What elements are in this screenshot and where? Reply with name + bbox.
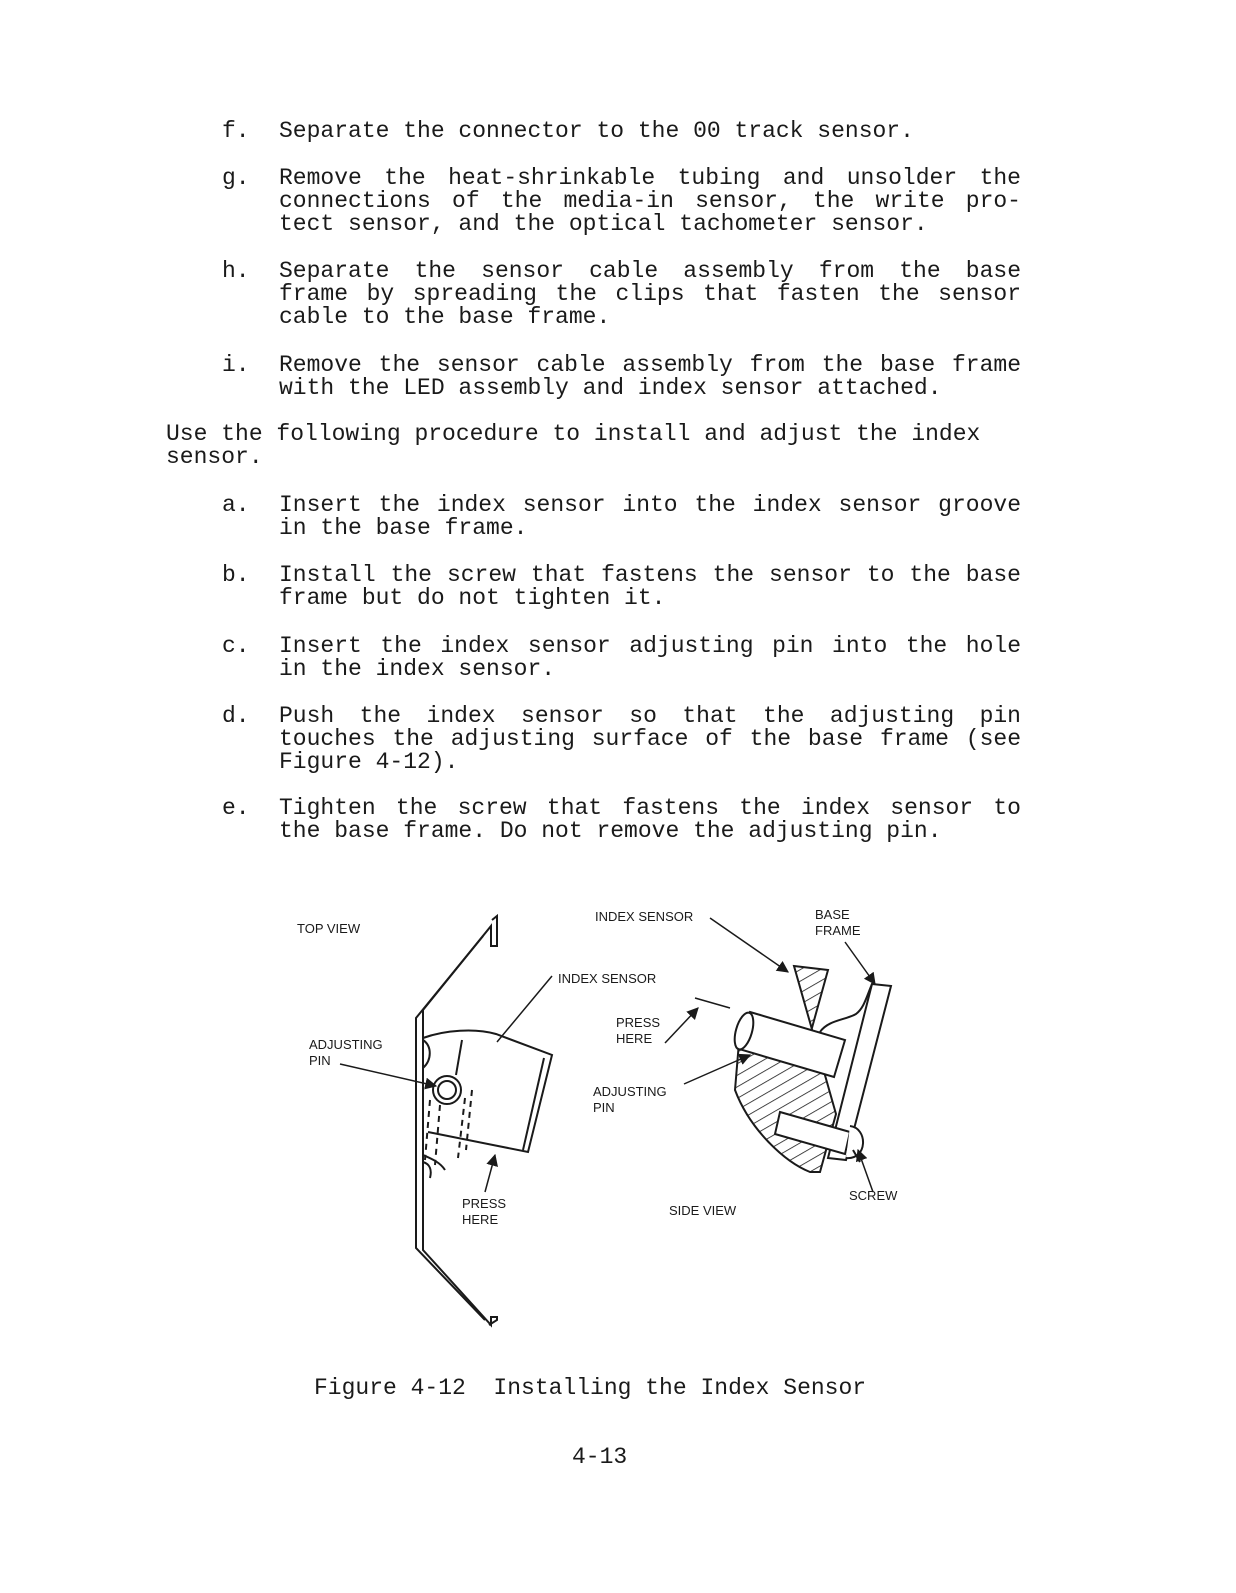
top-view-base-frame bbox=[416, 916, 497, 1325]
label-screw: SCREW bbox=[849, 1188, 898, 1203]
page-number: 4-13 bbox=[572, 1444, 628, 1470]
label-index-sensor-top: INDEX SENSOR bbox=[595, 909, 694, 924]
step-a bbox=[222, 494, 1042, 542]
step-i bbox=[222, 354, 1042, 402]
step-text: Separate the sensor cable assembly from the base frame by spreading the clips that fasten the sensor cable to the base frame. bbox=[279, 258, 1021, 330]
step-d bbox=[222, 705, 1042, 777]
step-text: Remove the sensor cable assembly from the base frame with the LED assembly and index sensor attached. bbox=[279, 352, 1021, 401]
figure-caption: Figure 4-12 Installing the Index Sensor bbox=[314, 1375, 867, 1401]
label-index-sensor-mid: INDEX SENSOR bbox=[558, 971, 657, 986]
step-text: Insert the index sensor into the index sensor groove in the base frame. bbox=[279, 492, 1021, 541]
step-b bbox=[222, 564, 1042, 612]
intro-paragraph: Use the following procedure to install and adjust the index sensor. bbox=[166, 421, 981, 470]
label-adjusting-pin-right: ADJUSTING bbox=[593, 1084, 667, 1099]
top-view-leaders bbox=[340, 976, 552, 1192]
label-adjusting-pin-left-2: PIN bbox=[309, 1053, 331, 1068]
step-g bbox=[222, 167, 1042, 239]
step-letter: i. bbox=[222, 352, 250, 378]
label-press-here-bottom: PRESS bbox=[462, 1196, 507, 1211]
step-text: Install the screw that fastens the sensor to the base frame but do not tighten it. bbox=[279, 562, 1021, 611]
step-f bbox=[222, 120, 1042, 144]
step-letter: f. bbox=[222, 118, 250, 144]
step-letter: d. bbox=[222, 703, 250, 729]
label-side-view: SIDE VIEW bbox=[669, 1203, 737, 1218]
label-top-view: TOP VIEW bbox=[297, 921, 361, 936]
step-letter: e. bbox=[222, 795, 250, 821]
step-letter: a. bbox=[222, 492, 250, 518]
label-base-frame: BASE bbox=[815, 907, 850, 922]
step-c bbox=[222, 635, 1042, 683]
step-h bbox=[222, 260, 1042, 332]
label-press-here-bottom-2: HERE bbox=[462, 1212, 499, 1227]
figure-drawing bbox=[280, 900, 920, 1340]
label-press-here-mid-2: HERE bbox=[616, 1031, 653, 1046]
step-text: Push the index sensor so that the adjusting pin touches the adjusting surface of the base frame (see Figure 4-12). bbox=[279, 703, 1021, 775]
label-base-frame-2: FRAME bbox=[815, 923, 861, 938]
step-text: Remove the heat-shrinkable tubing and unsolder the connections of the media-in sensor, the write pro-tect sensor, and the optical tachometer sensor. bbox=[279, 165, 1021, 237]
step-e bbox=[222, 797, 1042, 845]
step-letter: c. bbox=[222, 633, 250, 659]
figure-4-12 bbox=[280, 900, 920, 1340]
label-adjusting-pin-right-2: PIN bbox=[593, 1100, 615, 1115]
step-letter: h. bbox=[222, 258, 250, 284]
step-letter: b. bbox=[222, 562, 250, 588]
step-letter: g. bbox=[222, 165, 250, 191]
step-text: Insert the index sensor adjusting pin into the hole in the index sensor. bbox=[279, 633, 1021, 682]
label-press-here-mid: PRESS bbox=[616, 1015, 661, 1030]
top-view-adjusting-pin bbox=[425, 1076, 472, 1165]
label-adjusting-pin-left: ADJUSTING bbox=[309, 1037, 383, 1052]
step-text: Tighten the screw that fastens the index sensor to the base frame. Do not remove the adjusting pin. bbox=[279, 795, 1021, 844]
step-text: Separate the connector to the 00 track sensor. bbox=[279, 118, 914, 144]
